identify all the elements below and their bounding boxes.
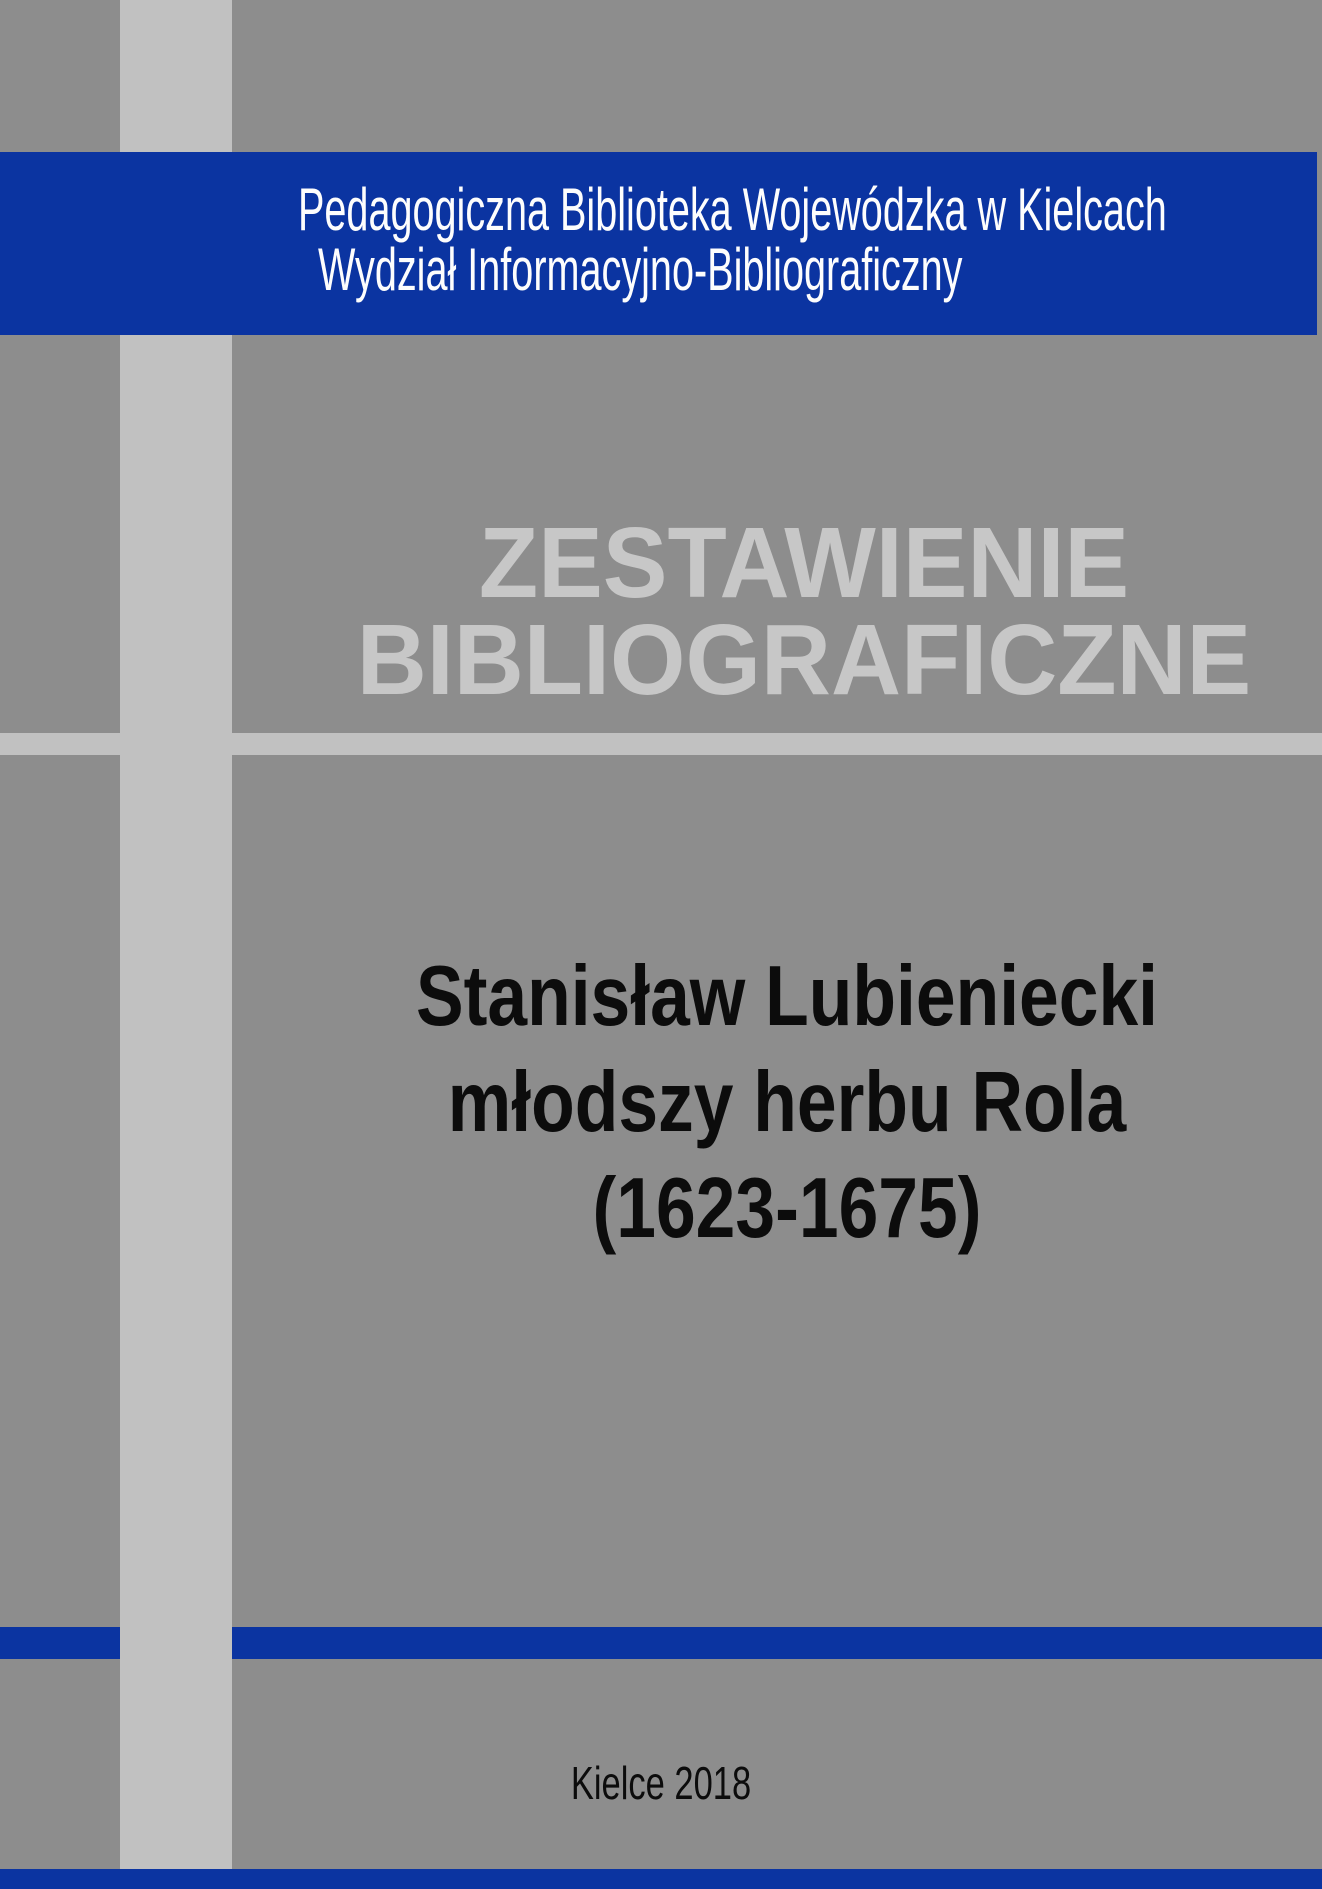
- document-type-line2: BIBLIOGRAFICZNE: [356, 604, 1252, 716]
- horizontal-stripe: [0, 733, 1322, 755]
- header-band: [0, 152, 1317, 335]
- header-department: Wydział Informacyjno-Bibliograficzny: [318, 236, 963, 303]
- title-line2: młodszy herbu Rola: [447, 1055, 1127, 1150]
- header-institution: Pedagogiczna Biblioteka Wojewódzka w Kielcach: [298, 176, 1167, 243]
- title-line3: (1623-1675): [592, 1161, 982, 1256]
- title-line1: Stanisław Lubieniecki: [415, 949, 1158, 1044]
- document-type-heading: [271, 507, 1322, 716]
- document-type-line1: ZESTAWIENIE: [478, 507, 1130, 619]
- bottom-accent-band: [0, 1869, 1322, 1889]
- page-title: [325, 944, 1249, 1262]
- imprint-place-year: Kielce 2018: [570, 1757, 752, 1809]
